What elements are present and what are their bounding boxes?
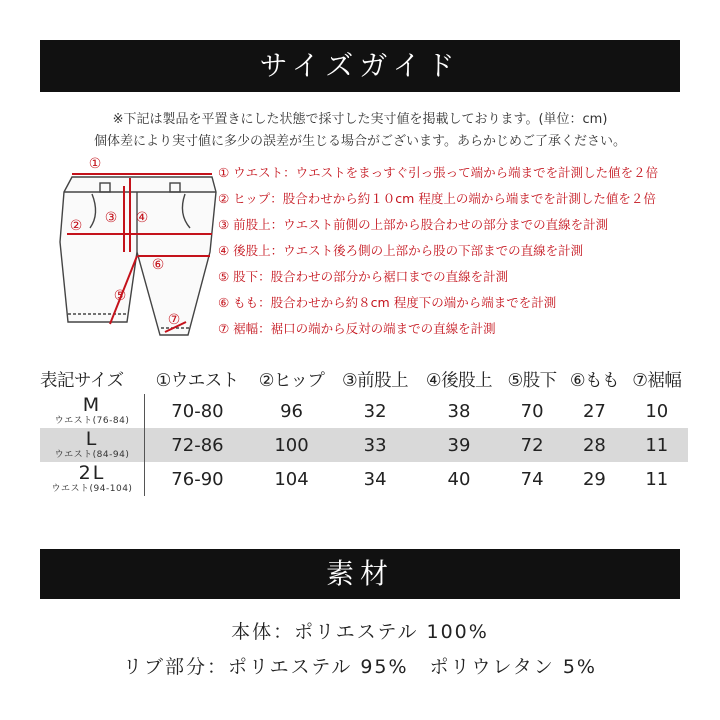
- table-cell: 34: [363, 468, 387, 490]
- header-front-rise: ③前股上: [341, 370, 409, 391]
- table-cell: 39: [417, 428, 501, 462]
- size-waist-range: ウエスト(76-84): [54, 416, 130, 426]
- shorts-diagram: [40, 152, 220, 342]
- table-row: [40, 428, 688, 462]
- size-label: L: [85, 428, 99, 450]
- header-thigh: ⑥もも: [569, 370, 620, 391]
- table-cell: 10: [645, 400, 669, 422]
- header-waist: ①ウエスト: [155, 370, 239, 391]
- size-label: 2L: [78, 462, 106, 484]
- size-cell: [40, 394, 145, 428]
- label-hem-width: ⑦: [167, 312, 181, 328]
- table-cell: 100: [250, 428, 333, 462]
- table-row: [40, 462, 688, 496]
- size-guide-title: サイズガイド: [259, 49, 461, 82]
- material-banner: [40, 549, 680, 599]
- label-front-rise: ③: [104, 210, 118, 226]
- header-hip: ②ヒップ: [258, 370, 325, 391]
- size-cell: [40, 462, 145, 496]
- tolerance-note: 個体差により実寸値に多少の誤差が生じる場合がございます。あらかじめご了承ください。: [94, 134, 626, 149]
- label-back-rise: ④: [135, 210, 149, 226]
- table-cell: 72: [501, 428, 563, 462]
- table-cell: 104: [274, 468, 309, 490]
- header-hem-width: ⑦裾幅: [632, 370, 682, 391]
- table-cell: 40: [447, 468, 471, 490]
- size-waist-range: ウエスト(94-104): [51, 484, 133, 494]
- table-cell: 29: [582, 468, 606, 490]
- table-cell: 70-80: [171, 400, 224, 422]
- label-thigh: ⑥: [151, 257, 165, 273]
- legend-inseam: ⑤ 股下：股合わせの部分から裾口までの直線を計測: [218, 269, 509, 284]
- table-cell: 38: [447, 400, 471, 422]
- table-cell: 33: [333, 428, 417, 462]
- header-back-rise: ④後股上: [425, 370, 493, 391]
- table-cell: 72-86: [145, 428, 250, 462]
- size-table-header: [40, 364, 688, 394]
- measurement-note: ※下記は製品を平置きにした状態で採寸した実寸値を掲載しております。(単位：cm): [112, 112, 608, 127]
- size-label: M: [82, 394, 102, 416]
- legend-front-rise: ③ 前股上：ウエスト前側の上部から股合わせの部分までの直線を計測: [218, 217, 609, 232]
- label-waist: ①: [88, 156, 102, 172]
- table-cell: 32: [363, 400, 387, 422]
- table-cell: 76-90: [171, 468, 224, 490]
- table-cell: 11: [626, 428, 688, 462]
- header-size: 表記サイズ: [40, 370, 124, 391]
- label-hip: ②: [69, 218, 83, 234]
- measurement-legend: [218, 160, 698, 342]
- table-cell: 96: [280, 400, 303, 422]
- table-cell: 28: [563, 428, 625, 462]
- table-cell: 27: [582, 400, 606, 422]
- size-guide-banner: [40, 40, 680, 92]
- size-cell: [40, 428, 145, 462]
- legend-back-rise: ④ 後股上：ウエスト後ろ側の上部から股の下部までの直線を計測: [218, 243, 584, 258]
- table-row: [40, 394, 688, 428]
- table-cell: 70: [520, 400, 544, 422]
- table-cell: 11: [645, 468, 669, 490]
- size-waist-range: ウエスト(84-94): [54, 450, 130, 460]
- material-rib: リブ部分：ポリエステル 95% ポリウレタン 5%: [123, 656, 597, 678]
- legend-hem-width: ⑦ 裾幅：裾口の端から反対の端までの直線を計測: [218, 321, 496, 336]
- material-title: 素材: [325, 557, 394, 590]
- legend-thigh: ⑥ もも：股合わせから約８cm 程度下の端から端までを計測: [218, 295, 557, 310]
- legend-hip: ② ヒップ：股合わせから約１０cm 程度上の端から端までを計測した値を２倍: [218, 191, 656, 206]
- table-cell: 74: [520, 468, 544, 490]
- label-inseam: ⑤: [113, 288, 127, 304]
- size-table: [40, 364, 688, 496]
- material-body: 本体：ポリエステル 100%: [231, 621, 489, 643]
- legend-waist: ① ウエスト：ウエストをまっすぐ引っ張って端から端までを計測した値を２倍: [218, 165, 659, 180]
- header-inseam: ⑤股下: [507, 370, 557, 391]
